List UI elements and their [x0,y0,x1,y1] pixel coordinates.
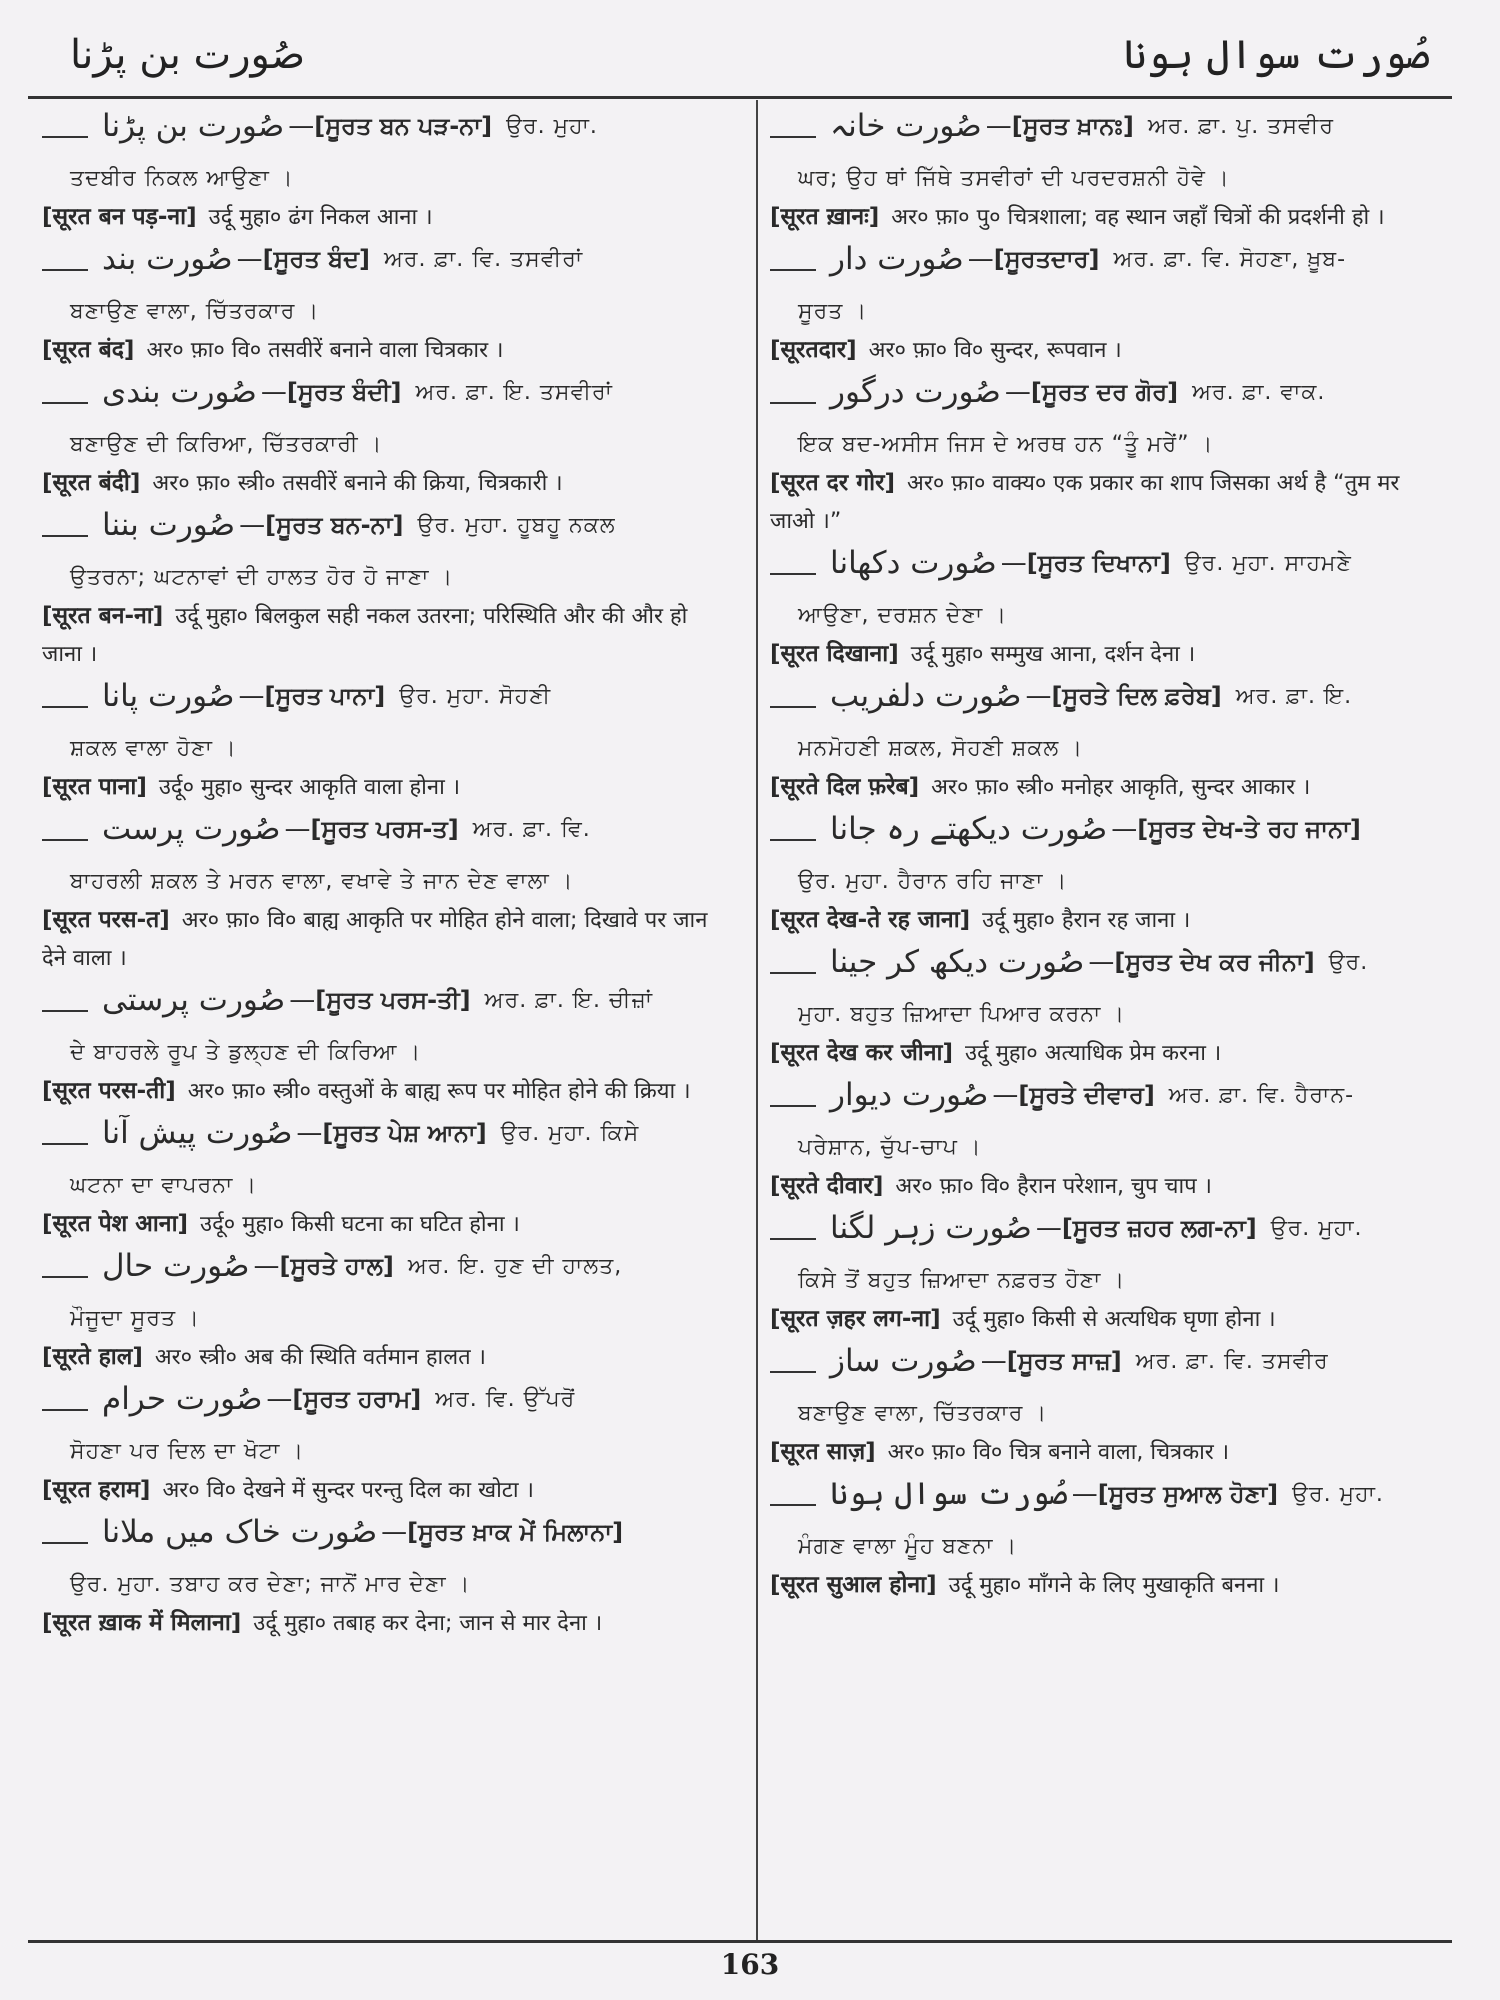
definition-hindi: उर्दू मुहा० अत्याधिक प्रेम करना । [964,1041,1222,1066]
definition-hindi-line [42,768,712,807]
definition-punjabi: ਬਣਾਉਣ ਵਾਲਾ, ਚਿੱਤਰਕਾਰ । [70,299,320,324]
headword-separator: — [1000,548,1027,578]
headword-gurmukhi: [ਸੂਰਤੇ ਹਾਲ] [279,1252,394,1280]
entry-headword-line [770,241,1440,293]
headword-devanagari: [सूरत सुआल होना] [770,1572,937,1598]
grammar-label: ਅਰ. ਇ. ਹੁਣ ਦੀ ਹਾਲਤ, [407,1253,623,1279]
definition-punjabi: ਇਕ ਬਦ-ਅਸੀਸ ਜਿਸ ਦੇ ਅਰਥ ਹਨ “ਤੂੰ ਮਰੇਂ” । [798,432,1214,457]
definition-hindi: अर० फ़ा० स्त्री० मनोहर आकृति, सुन्दर आकार । [931,775,1311,800]
definition-hindi: अर० फ़ा० स्त्री० वस्तुओं के बाह्य रूप पर मोहित होने की क्रिया । [187,1079,691,1104]
headword-gurmukhi: [ਸੂਰਤੇ ਦਿਲ ਫ਼ਰੇਬ] [1051,682,1222,710]
headword-separator: — [381,1517,408,1547]
entry-headword-line [770,944,1440,996]
grammar-label: ਉਰ. ਮੁਹਾ. [1270,1215,1363,1241]
definition-hindi: अर० स्त्री० अब की स्थिति वर्तमान हालत । [154,1345,486,1370]
definition-punjabi: ਆਉਣਾ, ਦਰਸ਼ਨ ਦੇਣਾ । [798,603,1008,628]
dictionary-entry [770,1476,1440,1605]
definition-hindi-line [770,464,1440,541]
definition-hindi-line [770,1433,1440,1472]
grammar-label: ਉਰ. ਮੁਹਾ. ਸਾਹਮਣੇ [1184,550,1352,576]
definition-hindi-line [42,597,712,674]
headword-separator: — [1025,681,1052,711]
headword-urdu: صُورت دیکھتے رہ جانا [830,811,1108,847]
dictionary-entry [42,241,712,370]
headword-urdu: صُورت پرست [102,811,281,847]
definition-hindi: उर्दू मुहा० हैरान रह जाना । [982,908,1191,933]
headword-separator: — [992,1080,1019,1110]
definition-hindi-line [42,464,712,503]
headword-devanagari: [सूरत ख़ाक में मिलाना] [42,1610,242,1636]
headword-devanagari: [सूरत हराम] [42,1477,151,1503]
definition-hindi: उर्दू मुहा० बिलकुल सही नकल उतरना; परिस्थिति और की और हो जाना । [42,604,688,667]
grammar-label: ਉਰ. ਮੁਹਾ. ਸੋਹਣੀ [399,683,552,709]
headword-separator: — [1088,947,1115,977]
headword-separator: — [1035,1213,1062,1243]
headword-devanagari: [सूरते हाल] [42,1344,143,1370]
entry-dash [42,402,88,404]
headword-urdu: صُورت دیوار [830,1077,989,1113]
dictionary-entry [42,811,712,978]
headword-devanagari: [सूरत बन-ना] [42,603,164,629]
headword-gurmukhi: [ਸੂਰਤਦਾਰ] [993,245,1100,273]
definition-punjabi: ਘਟਨਾ ਦਾ ਵਾਪਰਨਾ । [70,1173,258,1198]
definition-punjabi: ਤਦਬੀਰ ਨਿਕਲ ਆਉਣਾ । [70,166,294,191]
headword-gurmukhi: [ਸੂਰਤ ਖ਼ਾਕ ਮੇਂ ਮਿਲਾਨਾ] [407,1518,624,1546]
entry-headword-line [42,507,712,559]
headword-devanagari: [सूरत दर गोर] [770,470,896,496]
grammar-label: ਅਰ. ਵਿ. ਉੱਪਰੋਂ [435,1386,576,1412]
definition-hindi-line [42,901,712,978]
headword-separator: — [253,1251,280,1281]
entry-headword-line [42,1115,712,1167]
entry-dash [42,1276,88,1278]
headword-gurmukhi: [ਸੂਰਤ ਹਰਾਮ] [292,1385,422,1413]
definition-hindi-line [42,331,712,370]
entry-headword-line [42,374,712,426]
running-head-left: صُورت بن پڑنا [70,32,306,78]
headword-gurmukhi: [ਸੂਰਤ ਬਨ-ਨਾ] [265,511,404,539]
headword-devanagari: [सूरत दिखाना] [770,641,899,667]
entry-headword-line [42,108,712,160]
headword-separator: — [985,111,1012,141]
definition-hindi-line [42,198,712,237]
grammar-label: ਉਰ. ਮੁਹਾ. ਹੂਬਹੂ ਨਕਲ [417,512,616,538]
grammar-label: ਉਰ. ਮੁਹਾ. [506,113,598,139]
definition-hindi: अर० फ़ा० वि० हैरान परेशान, चुप चाप । [895,1174,1213,1199]
entry-dash [770,269,816,271]
headword-urdu: صُورت بننا [102,507,236,543]
headword-gurmukhi: [ਸੂਰਤ ਸਾਜ਼] [1006,1347,1122,1375]
headword-separator: — [284,814,311,844]
grammar-label: ਅਰ. ਫ਼ਾ. ਇ. ਤਸਵੀਰਾਂ [415,379,613,405]
headword-separator: — [1071,1479,1098,1509]
headword-gurmukhi: [ਸੂਰਤ ਪੇਸ਼ ਆਨਾ] [322,1119,487,1147]
definition-hindi: अर० वि० देखने में सुन्दर परन्तु दिल का खोटा । [162,1478,534,1503]
running-head-right: صُورت سوال ہونا [1123,32,1430,78]
headword-urdu: صُورت بندی [102,374,257,410]
headword-urdu: صُورت دلفریب [830,678,1022,714]
entry-headword-line [42,1514,712,1566]
headword-devanagari: [सूरत परस-त] [42,907,170,933]
dictionary-entry [42,678,712,807]
entry-dash [42,1542,88,1544]
definition-punjabi: ਕਿਸੇ ਤੋਂ ਬਹੁਤ ਜ਼ਿਆਦਾ ਨਫ਼ਰਤ ਹੋਣਾ । [798,1268,1126,1293]
headword-gurmukhi: [ਸੂਰਤ ਦਿਖਾਨਾ] [1026,549,1171,577]
entry-headword-line [770,811,1440,863]
entry-dash [42,1010,88,1012]
entry-headword-line [770,374,1440,426]
dictionary-entry [770,944,1440,1073]
headword-urdu: صُورت دیکھ کر جینا [830,944,1085,980]
definition-punjabi: ਬਾਹਰਲੀ ਸ਼ਕਲ ਤੇ ਮਰਨ ਵਾਲਾ, ਵਖਾਵੇ ਤੇ ਜਾਨ ਦੇਣ ਵਾਲਾ । [70,869,574,894]
headword-urdu: صُورت پانا [102,678,235,714]
headword-gurmukhi: [ਸੂਰਤ ਬਨ ਪੜ-ਨਾ] [314,112,493,140]
headword-devanagari: [सूरत पाना] [42,774,147,800]
headword-urdu: صُورت درگور [830,374,1001,410]
headword-devanagari: [सूरत बन पड़-ना] [42,204,197,230]
dictionary-entry [770,108,1440,237]
definition-punjabi: ਬਣਾਉਣ ਵਾਲਾ, ਚਿੱਤਰਕਾਰ । [798,1401,1048,1426]
definition-punjabi: ਮੌਜੂਦਾ ਸੂਰਤ । [70,1306,200,1331]
definition-hindi: उर्दू० मुहा० किसी घटना का घटित होना । [200,1212,520,1237]
headword-separator: — [1004,377,1031,407]
headword-urdu: صُورت ساز [830,1343,977,1379]
dictionary-entry [770,678,1440,807]
definition-hindi: उर्दू मुहा० सम्मुख आना, दर्शन देना । [910,642,1196,667]
definition-punjabi: ਦੇ ਬਾਹਰਲੇ ਰੂਪ ਤੇ ਡੁਲ੍ਹਣ ਦੀ ਕਿਰਿਆ । [70,1040,422,1065]
headword-urdu: صُورت زہر لگنا [830,1210,1032,1246]
headword-separator: — [967,244,994,274]
definition-hindi-line [42,1205,712,1244]
definition-hindi-line [42,1471,712,1510]
headword-gurmukhi: [ਸੂਰਤ ਬੰਦੀ] [286,378,402,406]
definition-hindi-line [770,331,1440,370]
dictionary-entry [770,374,1440,541]
dictionary-entry [42,507,712,674]
definition-hindi-line [770,1167,1440,1206]
entry-headword-line [770,1476,1440,1528]
entry-headword-line [770,1077,1440,1129]
headword-gurmukhi: [ਸੂਰਤ ਖ਼ਾਨਃ] [1011,112,1134,140]
entry-dash [770,573,816,575]
definition-hindi-line [770,768,1440,807]
headword-devanagari: [सूरत बंद] [42,337,135,363]
headword-devanagari: [सूरत देख कर जीना] [770,1040,953,1066]
definition-hindi-line [42,1604,712,1643]
dictionary-entry [770,1343,1440,1472]
entry-dash [770,1238,816,1240]
headword-urdu: صُورت دکھانا [830,545,997,581]
entry-dash [770,1371,816,1373]
page-number: 163 [720,1948,780,1981]
definition-punjabi: ਮਨਮੋਹਣੀ ਸ਼ਕਲ, ਸੋਹਣੀ ਸ਼ਕਲ । [798,736,1084,761]
headword-gurmukhi: [ਸੂਰਤ ਪਾਨਾ] [264,682,386,710]
entry-headword-line [770,545,1440,597]
entry-dash [770,839,816,841]
entry-dash [770,706,816,708]
headword-urdu: صُورت حرام [102,1381,263,1417]
dictionary-entry [42,108,712,237]
headword-gurmukhi: [ਸੂਰਤ ਜ਼ਹਰ ਲਗ-ਨਾ] [1061,1214,1257,1242]
definition-punjabi: ਸੂਰਤ । [798,299,868,324]
grammar-label: ਅਰ. ਫ਼ਾ. ਵਿ. ਸੋਹਣਾ, ਖ਼ੂਬ- [1113,246,1347,272]
dictionary-entry [770,545,1440,674]
headword-gurmukhi: [ਸੂਰਤੇ ਦੀਵਾਰ] [1018,1081,1155,1109]
entry-headword-line [770,1210,1440,1262]
headword-urdu: صُورت پیش آنا [102,1115,293,1151]
definition-hindi: अर० फ़ा० वाक्य० एक प्रकार का शाप जिसका अर्थ है “तुम मर जाओ ।” [770,471,1400,534]
headword-separator: — [296,1118,323,1148]
entry-dash [42,1143,88,1145]
column-divider [756,100,758,1940]
definition-hindi-line [770,198,1440,237]
entry-dash [42,136,88,138]
headword-gurmukhi: [ਸੂਰਤ ਦੇਖ-ਤੇ ਰਹ ਜਾਨਾ] [1137,815,1361,843]
definition-hindi-line [42,1072,712,1111]
dictionary-entry [770,241,1440,370]
dictionary-entry [770,811,1440,940]
headword-devanagari: [सूरतदार] [770,337,857,363]
headword-devanagari: [सूरत देख-ते रह जाना] [770,907,971,933]
definition-punjabi: ਉਰ. ਮੁਹਾ. ਹੈਰਾਨ ਰਹਿ ਜਾਣਾ । [798,869,1068,894]
dictionary-entry [42,1248,712,1377]
headword-separator: — [260,377,287,407]
definition-hindi: उर्दू मुहा० माँगने के लिए मुखाकृति बनना । [948,1573,1280,1598]
headword-gurmukhi: [ਸੂਰਤ ਬੰਦ] [262,245,370,273]
entry-headword-line [770,678,1440,730]
right-column [770,108,1440,1609]
headword-gurmukhi: [ਸੂਰਤ ਦੇਖ ਕਰ ਜੀਨਾ] [1114,948,1315,976]
entry-dash [42,706,88,708]
definition-punjabi: ਘਰ; ਉਹ ਥਾਂ ਜਿੱਥੇ ਤਸਵੀਰਾਂ ਦੀ ਪਰਦਰਸ਼ਨੀ ਹੋਵੇ । [798,166,1230,191]
grammar-label: ਅਰ. ਫ਼ਾ. ਇ. ਚੀਜ਼ਾਂ [484,987,654,1013]
grammar-label: ਉਰ. ਮੁਹਾ. ਕਿਸੇ [500,1120,640,1146]
headword-devanagari: [सूरत बंदी] [42,470,141,496]
definition-hindi-line [770,1034,1440,1073]
definition-hindi: उर्दू मुहा० तबाह कर देना; जान से मार देना । [253,1611,603,1636]
entry-headword-line [42,1381,712,1433]
definition-punjabi: ਸੋਹਣਾ ਪਰ ਦਿਲ ਦਾ ਖੋਟਾ । [70,1439,305,1464]
headword-separator: — [288,111,315,141]
headword-urdu: صُورت سوال ہونا [830,1476,1068,1512]
top-rule [28,96,1452,99]
headword-devanagari: [सूरत पेश आना] [42,1211,189,1237]
grammar-label: ਉਰ. [1328,949,1369,975]
headword-gurmukhi: [ਸੂਰਤ ਪਰਸ-ਤ] [310,815,459,843]
definition-hindi: अर० फ़ा० वि० चित्र बनाने वाला, चित्रकार । [887,1440,1230,1465]
entry-dash [42,269,88,271]
definition-punjabi: ਸ਼ਕਲ ਵਾਲਾ ਹੋਣਾ । [70,736,237,761]
entry-dash [42,535,88,537]
headword-gurmukhi: [ਸੂਰਤ ਪਰਸ-ਤੀ] [315,986,471,1014]
entry-headword-line [770,108,1440,160]
definition-hindi-line [770,1300,1440,1339]
headword-separator: — [238,681,265,711]
entry-dash [42,839,88,841]
headword-urdu: صُورت خانہ [830,108,982,144]
dictionary-entry [42,1514,712,1643]
dictionary-entry [770,1077,1440,1206]
dictionary-entry [42,374,712,503]
headword-separator: — [1111,814,1138,844]
definition-punjabi: ਉਰ. ਮੁਹਾ. ਤਬਾਹ ਕਰ ਦੇਣਾ; ਜਾਨੋਂ ਮਾਰ ਦੇਣਾ । [70,1572,471,1597]
entry-headword-line [770,1343,1440,1395]
definition-hindi: अर० फ़ा० पु० चित्रशाला; वह स्थान जहाँ चित्रों की प्रदर्शनी हो । [891,205,1385,230]
entry-dash [770,402,816,404]
entry-headword-line [42,982,712,1034]
definition-punjabi: ਮੰਗਣ ਵਾਲਾ ਮੂੰਹ ਬਣਨਾ । [798,1534,1018,1559]
headword-urdu: صُورت حال [102,1248,250,1284]
headword-urdu: صُورت بند [102,241,233,277]
definition-hindi-line [42,1338,712,1377]
headword-devanagari: [सूरत परस-ती] [42,1078,176,1104]
grammar-label: ਅਰ. ਫ਼ਾ. ਵਿ. ਤਸਵੀਰਾਂ [384,246,584,272]
definition-hindi: अर० फ़ा० वि० बाह्य आकृति पर मोहित होने वाला; दिखावे पर जान देने वाला । [42,908,708,971]
definition-punjabi: ਮੁਹਾ. ਬਹੁਤ ਜ਼ਿਆਦਾ ਪਿਆਰ ਕਰਨਾ । [798,1002,1126,1027]
headword-separator: — [239,510,266,540]
definition-punjabi: ਬਣਾਉਣ ਦੀ ਕਿਰਿਆ, ਚਿੱਤਰਕਾਰੀ । [70,432,383,457]
entry-dash [770,136,816,138]
headword-separator: — [289,985,316,1015]
headword-devanagari: [सूरत साज़] [770,1439,876,1465]
headword-urdu: صُورت پرستی [102,982,286,1018]
definition-hindi: अर० फ़ा० वि० सुन्दर, रूपवान । [868,338,1122,363]
headword-urdu: صُورت بن پڑنا [102,108,285,144]
headword-separator: — [266,1384,293,1414]
grammar-label: ਅਰ. ਫ਼ਾ. ਵਿ. ਹੈਰਾਨ- [1168,1082,1355,1108]
entry-dash [770,1504,816,1506]
headword-separator: — [236,244,263,274]
definition-hindi: अर० फ़ा० स्त्री० तसवीरें बनाने की क्रिया, चित्रकारी । [152,471,563,496]
definition-hindi: उर्दू मुहा० ढंग निकल आना । [208,205,433,230]
definition-hindi-line [770,1566,1440,1605]
grammar-label: ਅਰ. ਫ਼ਾ. ਵਿ. [472,816,591,842]
headword-devanagari: [सूरत ख़ानः] [770,204,880,230]
grammar-label: ਅਰ. ਫ਼ਾ. ਇ. [1235,683,1353,709]
headword-urdu: صُورت دار [830,241,964,277]
definition-punjabi: ਪਰੇਸ਼ਾਨ, ਚੁੱਪ-ਚਾਪ । [798,1135,982,1160]
grammar-label: ਉਰ. ਮੁਹਾ. [1292,1481,1384,1507]
definition-hindi-line [770,901,1440,940]
entry-headword-line [42,241,712,293]
grammar-label: ਅਰ. ਫ਼ਾ. ਵਾਕ. [1192,379,1326,405]
definition-hindi-line [770,635,1440,674]
grammar-label: ਅਰ. ਫ਼ਾ. ਪੁ. ਤਸਵੀਰ [1147,113,1335,139]
headword-urdu: صُورت خاک میں ملانا [102,1514,378,1550]
headword-gurmukhi: [ਸੂਰਤ ਦਰ ਗੋਰ] [1030,378,1179,406]
definition-hindi: उर्दू मुहा० किसी से अत्यधिक घृणा होना । [952,1307,1276,1332]
entry-headword-line [42,678,712,730]
left-column [42,108,712,1647]
headword-devanagari: [सूरते दिल फ़रेब] [770,774,920,800]
headword-devanagari: [सूरत ज़हर लग-ना] [770,1306,941,1332]
dictionary-entry [42,1115,712,1244]
entry-dash [770,972,816,974]
grammar-label: ਅਰ. ਫ਼ਾ. ਵਿ. ਤਸਵੀਰ [1135,1348,1329,1374]
entry-dash [42,1409,88,1411]
definition-hindi: अर० फ़ा० वि० तसवीरें बनाने वाला चित्रकार । [146,338,504,363]
headword-gurmukhi: [ਸੂਰਤ ਸੁਆਲ ਹੋਣਾ] [1097,1480,1279,1508]
dictionary-entry [42,1381,712,1510]
dictionary-entry [770,1210,1440,1339]
headword-devanagari: [सूरते दीवार] [770,1173,884,1199]
entry-headword-line [42,1248,712,1300]
dictionary-entry [42,982,712,1111]
headword-separator: — [980,1346,1007,1376]
definition-hindi: उर्दू० मुहा० सुन्दर आकृति वाला होना । [158,775,461,800]
entry-headword-line [42,811,712,863]
bottom-rule [28,1940,1452,1943]
entry-dash [770,1105,816,1107]
definition-punjabi: ਉਤਰਨਾ; ਘਟਨਾਵਾਂ ਦੀ ਹਾਲਤ ਹੋਰ ਹੋ ਜਾਣਾ । [70,565,454,590]
